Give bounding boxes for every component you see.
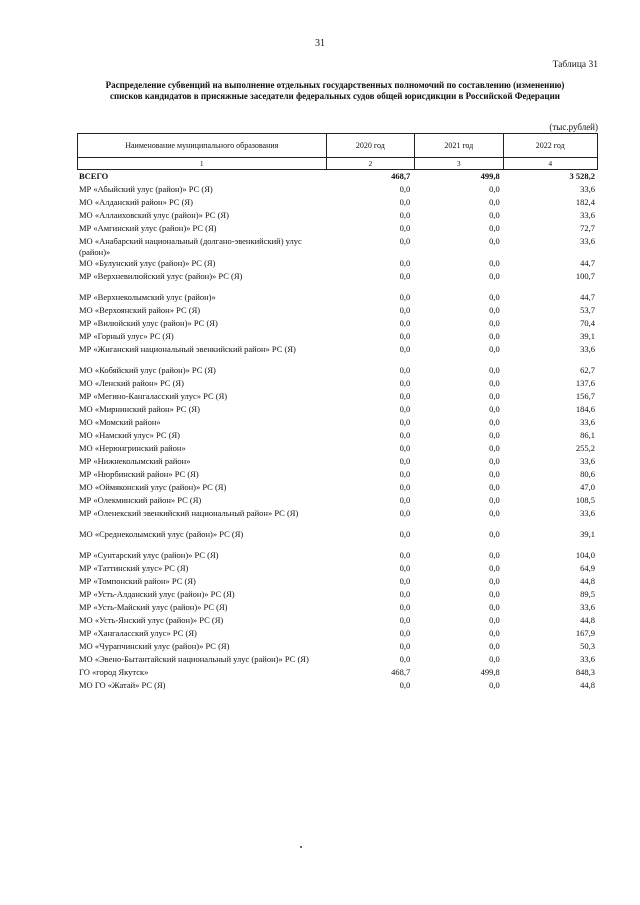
value-2021: 0,0 [489, 495, 500, 505]
municipality-name: МО «Ленский район» РС (Я) [79, 378, 184, 388]
value-2020: 468,7 [391, 171, 411, 181]
value-2022: 137,6 [575, 378, 595, 388]
table-row [77, 667, 598, 680]
value-2022: 167,9 [575, 628, 595, 638]
municipality-name: МО «Аллаиховский улус (район)» РС (Я) [79, 210, 229, 220]
value-2022: 3 528,2 [569, 171, 595, 181]
value-2020: 0,0 [399, 404, 411, 414]
municipality-name: МР «Томпонский район» РС (Я) [79, 576, 196, 586]
value-2021: 0,0 [489, 589, 500, 599]
value-2021: 0,0 [489, 404, 500, 414]
value-2022: 44,8 [580, 615, 595, 625]
municipality-name: МО «Кобяйский улус (район)» РС (Я) [79, 365, 216, 375]
municipality-name: МР «Вилюйский улус (район)» РС (Я) [79, 318, 218, 328]
value-2021: 0,0 [489, 482, 500, 492]
row-spacer [77, 542, 598, 550]
table-row [77, 365, 598, 378]
table-row [77, 602, 598, 615]
value-2021: 499,8 [480, 171, 500, 181]
value-2022: 44,7 [580, 258, 595, 268]
municipality-name: МР «Жиганский национальный эвенкийский район» РС (Я) [79, 344, 296, 354]
value-2021: 0,0 [489, 508, 500, 518]
value-2021: 0,0 [489, 391, 500, 401]
value-2022: 33,6 [580, 508, 595, 518]
municipality-name: МО «Булунский улус (район)» РС (Я) [79, 258, 216, 268]
value-2020: 0,0 [399, 641, 411, 651]
table-row [77, 469, 598, 482]
municipality-name: МР «Нюрбинский район» РС (Я) [79, 469, 199, 479]
table-row [77, 563, 598, 576]
table-row [77, 404, 598, 417]
municipality-name: МО «Эвено-Бытантайский национальный улус (район)» РС (Я) [79, 654, 309, 664]
table-row [77, 495, 598, 508]
value-2022: 33,6 [580, 654, 595, 664]
value-2022: 33,6 [580, 236, 595, 246]
table-row [77, 378, 598, 391]
value-2022: 64,9 [580, 563, 595, 573]
value-2020: 0,0 [399, 628, 411, 638]
value-2021: 0,0 [489, 443, 500, 453]
table-row [77, 223, 598, 236]
table-row [77, 391, 598, 404]
header-num-4: 4 [503, 158, 597, 170]
value-2020: 0,0 [399, 318, 411, 328]
municipality-name: МО ГО «Жатай» РС (Я) [79, 680, 166, 690]
table-row [77, 197, 598, 210]
value-2020: 0,0 [399, 184, 411, 194]
value-2022: 33,6 [580, 344, 595, 354]
value-2021: 0,0 [489, 184, 500, 194]
table-row [77, 550, 598, 563]
municipality-name: МО «Усть-Янский улус (район)» РС (Я) [79, 615, 224, 625]
table-row [77, 318, 598, 331]
municipality-name: МО «Оймяконский улус (район)» РС (Я) [79, 482, 227, 492]
value-2020: 0,0 [399, 236, 411, 246]
value-2022: 33,6 [580, 417, 595, 427]
header-municipality: Наименование муниципального образования [78, 134, 327, 158]
row-spacer-cell [77, 284, 598, 292]
table-row [77, 508, 598, 521]
value-2021: 0,0 [489, 563, 500, 573]
table-row [77, 344, 598, 357]
value-2021: 0,0 [489, 365, 500, 375]
value-2020: 0,0 [399, 563, 411, 573]
table-row [77, 430, 598, 443]
municipality-name: МО «Верхоянский район» РС (Я) [79, 305, 201, 315]
value-2020: 0,0 [399, 589, 411, 599]
table-row [77, 529, 598, 542]
value-2021: 0,0 [489, 628, 500, 638]
value-2022: 44,7 [580, 292, 595, 302]
value-2022: 44,8 [580, 680, 595, 690]
total-row [77, 171, 598, 184]
value-2021: 0,0 [489, 680, 500, 690]
value-2020: 0,0 [399, 602, 411, 612]
value-2022: 255,2 [575, 443, 595, 453]
table-row [77, 271, 598, 284]
value-2020: 0,0 [399, 443, 411, 453]
municipality-name: ВСЕГО [79, 171, 109, 181]
value-2021: 0,0 [489, 236, 500, 246]
table-row [77, 641, 598, 654]
table-row [77, 576, 598, 589]
table-row [77, 654, 598, 667]
value-2021: 0,0 [489, 641, 500, 651]
municipality-name: МР «Оленекский эвенкийский национальный район» РС (Я) [79, 508, 299, 518]
value-2022: 848,3 [575, 667, 595, 677]
value-2020: 0,0 [399, 197, 411, 207]
table-row [77, 305, 598, 318]
value-2022: 80,6 [580, 469, 595, 479]
table-row [77, 482, 598, 495]
municipality-name: МР «Усть-Алданский улус (район)» РС (Я) [79, 589, 235, 599]
row-spacer-cell [77, 357, 598, 365]
value-2020: 0,0 [399, 529, 411, 539]
municipality-name: МО «Нерюнгринский район» [79, 443, 186, 453]
units-label: (тыс.рублей) [549, 122, 598, 132]
value-2021: 0,0 [489, 210, 500, 220]
value-2022: 100,7 [575, 271, 595, 281]
title-line-2: списков кандидатов в присяжные заседатели федеральных судов общей юрисдикции в Российской Федерации [110, 91, 560, 101]
municipality-name: МР «Амгинский улус (район)» РС (Я) [79, 223, 217, 233]
row-spacer [77, 284, 598, 292]
value-2022: 50,3 [580, 641, 595, 651]
municipality-name: МР «Верхнеколымский улус (район)» [79, 292, 216, 302]
municipality-name: МО «Среднеколымский улус (район)» РС (Я) [79, 529, 244, 539]
value-2021: 0,0 [489, 615, 500, 625]
header-num-3: 3 [415, 158, 503, 170]
value-2020: 0,0 [399, 331, 411, 341]
value-2020: 0,0 [399, 615, 411, 625]
table-row [77, 456, 598, 469]
value-2021: 0,0 [489, 654, 500, 664]
value-2021: 0,0 [489, 456, 500, 466]
value-2021: 0,0 [489, 430, 500, 440]
value-2020: 0,0 [399, 292, 411, 302]
value-2021: 0,0 [489, 469, 500, 479]
value-2021: 0,0 [489, 378, 500, 388]
municipality-name: МР «Сунтарский улус (район)» РС (Я) [79, 550, 219, 560]
value-2021: 0,0 [489, 576, 500, 586]
table-row [77, 292, 598, 305]
header-num-2: 2 [326, 158, 414, 170]
value-2020: 0,0 [399, 365, 411, 375]
value-2021: 0,0 [489, 271, 500, 281]
municipality-name: МР «Хангаласский улус» РС (Я) [79, 628, 197, 638]
title-line-1: Распределение субвенций на выполнение отдельных государственных полномочий по составлению (изменению) [105, 80, 565, 90]
header-2022: 2022 год [503, 134, 597, 158]
value-2022: 33,6 [580, 602, 595, 612]
row-spacer [77, 357, 598, 365]
value-2020: 0,0 [399, 508, 411, 518]
value-2021: 499,8 [480, 667, 500, 677]
municipality-name: МО «Намский улус» РС (Я) [79, 430, 180, 440]
value-2022: 108,5 [575, 495, 595, 505]
value-2020: 0,0 [399, 391, 411, 401]
value-2020: 0,0 [399, 482, 411, 492]
value-2021: 0,0 [489, 344, 500, 354]
scan-dot [300, 846, 302, 848]
table-row [77, 258, 598, 271]
table-row [77, 184, 598, 197]
value-2022: 70,4 [580, 318, 595, 328]
value-2020: 0,0 [399, 576, 411, 586]
value-2022: 39,1 [580, 331, 595, 341]
municipality-name: МР «Таттинский улус» РС (Я) [79, 563, 189, 573]
value-2022: 47,0 [580, 482, 595, 492]
value-2022: 89,5 [580, 589, 595, 599]
header-num-1: 1 [78, 158, 327, 170]
value-2022: 33,6 [580, 184, 595, 194]
value-2022: 184,6 [575, 404, 595, 414]
row-spacer-cell [77, 521, 598, 529]
value-2022: 72,7 [580, 223, 595, 233]
table-title [80, 80, 590, 102]
municipality-name: МО «Момский район» [79, 417, 161, 427]
value-2021: 0,0 [489, 292, 500, 302]
value-2020: 0,0 [399, 417, 411, 427]
municipality-name: МО «Чурапчинский улус (район)» РС (Я) [79, 641, 230, 651]
page-number: 31 [315, 38, 325, 49]
table-row [77, 443, 598, 456]
value-2020: 0,0 [399, 550, 411, 560]
table-row [77, 680, 598, 693]
municipality-name: МР «Нижнеколымский район» [79, 456, 191, 466]
value-2020: 0,0 [399, 654, 411, 664]
municipality-name: МР «Абыйский улус (район)» РС (Я) [79, 184, 213, 194]
header-2021: 2021 год [415, 134, 503, 158]
header-2020: 2020 год [326, 134, 414, 158]
value-2022: 86,1 [580, 430, 595, 440]
municipality-name: МО «Мирнинский район» РС (Я) [79, 404, 200, 414]
value-2022: 39,1 [580, 529, 595, 539]
value-2022: 44,8 [580, 576, 595, 586]
municipality-name: ГО «город Якутск» [79, 667, 149, 677]
municipality-name: МР «Мегино-Кангаласский улус» РС (Я) [79, 391, 228, 401]
value-2021: 0,0 [489, 529, 500, 539]
table-row [77, 628, 598, 641]
value-2020: 0,0 [399, 344, 411, 354]
value-2021: 0,0 [489, 331, 500, 341]
table-row [77, 236, 598, 258]
value-2022: 33,6 [580, 456, 595, 466]
value-2021: 0,0 [489, 305, 500, 315]
value-2021: 0,0 [489, 550, 500, 560]
value-2020: 468,7 [391, 667, 411, 677]
value-2022: 62,7 [580, 365, 595, 375]
municipality-name: МР «Олекминский район» РС (Я) [79, 495, 202, 505]
value-2020: 0,0 [399, 258, 411, 268]
table-row [77, 615, 598, 628]
value-2022: 156,7 [575, 391, 595, 401]
value-2020: 0,0 [399, 223, 411, 233]
value-2020: 0,0 [399, 456, 411, 466]
table-row [77, 589, 598, 602]
value-2020: 0,0 [399, 430, 411, 440]
municipality-name: МР «Усть-Майский улус (район)» РС (Я) [79, 602, 228, 612]
value-2020: 0,0 [399, 305, 411, 315]
value-2020: 0,0 [399, 210, 411, 220]
value-2021: 0,0 [489, 258, 500, 268]
table-row [77, 210, 598, 223]
value-2022: 182,4 [575, 197, 595, 207]
municipality-name: МР «Верхневилюйский улус (район)» РС (Я) [79, 271, 243, 281]
value-2020: 0,0 [399, 378, 411, 388]
value-2022: 33,6 [580, 210, 595, 220]
value-2021: 0,0 [489, 417, 500, 427]
value-2021: 0,0 [489, 223, 500, 233]
value-2022: 53,7 [580, 305, 595, 315]
row-spacer-cell [77, 542, 598, 550]
municipality-name: МО «Анабарский национальный (долгано-эвенкийский) улус (район)» [79, 236, 302, 257]
value-2020: 0,0 [399, 469, 411, 479]
subsidy-table [77, 171, 598, 693]
value-2022: 104,0 [575, 550, 595, 560]
table-row [77, 331, 598, 344]
value-2020: 0,0 [399, 495, 411, 505]
value-2021: 0,0 [489, 318, 500, 328]
row-spacer [77, 521, 598, 529]
value-2020: 0,0 [399, 680, 411, 690]
value-2021: 0,0 [489, 197, 500, 207]
value-2020: 0,0 [399, 271, 411, 281]
value-2021: 0,0 [489, 602, 500, 612]
table-row [77, 417, 598, 430]
table-header [77, 133, 598, 170]
municipality-name: МР «Горный улус» РС (Я) [79, 331, 174, 341]
table-label: Таблица 31 [552, 60, 598, 70]
municipality-name: МО «Алданский район» РС (Я) [79, 197, 193, 207]
